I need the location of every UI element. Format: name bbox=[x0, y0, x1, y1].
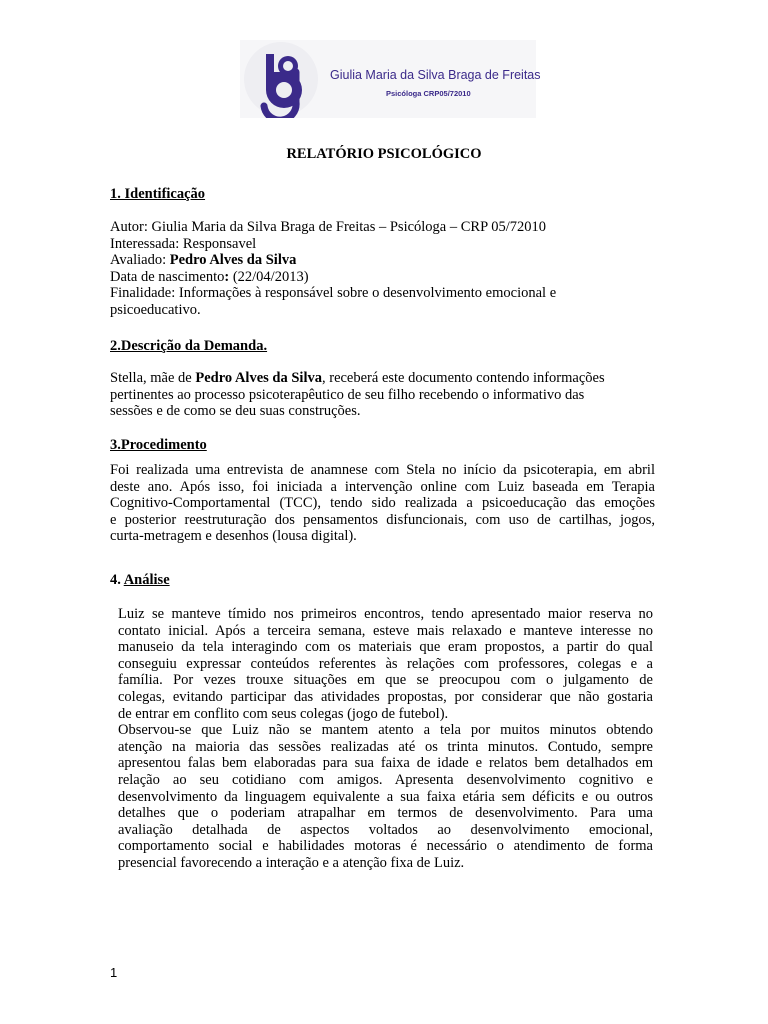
procedure-line: e posterior reestruturação dos pensamentos disfuncionais, com uso de cartilhas, jogos, bbox=[110, 511, 655, 528]
evaluated-line bbox=[110, 252, 556, 269]
procedure-line: deste ano. Após isso, foi iniciada a intervenção online com Luiz baseada em Terapia bbox=[110, 478, 655, 495]
purpose-line-cont: psicoeducativo. bbox=[110, 301, 201, 318]
analysis-line: Luiz se manteve tímido nos primeiros encontros, tendo apresentado maior reserva no bbox=[118, 606, 653, 622]
purpose-line: Finalidade: Informações à responsável sobre o desenvolvimento emocional e bbox=[110, 285, 557, 302]
procedure-paragraph bbox=[110, 462, 655, 545]
analysis-line: detalhes que o poderiam atrapalhar em termos de desenvolvimento. Para uma bbox=[118, 805, 653, 822]
identification-block bbox=[110, 219, 556, 319]
demand-block bbox=[110, 370, 605, 420]
letterhead-logo bbox=[240, 40, 541, 118]
procedure-line: Foi realizada uma entrevista de anamnese com Stela no início da psicoterapia, em abril bbox=[110, 462, 655, 478]
analysis-line: atenção na maioria das sessões realizadas até os trinta minutos. Contudo, sempre bbox=[118, 738, 653, 755]
analysis-line: relação ao seu cotidiano com amigos. Apresenta desenvolvimento cognitivo e bbox=[118, 771, 653, 788]
birthdate-line bbox=[110, 269, 556, 286]
logo-monogram-icon bbox=[252, 44, 318, 118]
procedure-line: curta-metragem e desenhos (lousa digital). bbox=[110, 528, 357, 545]
analysis-line: contato inicial. Após a terceira semana, esteve mais relaxado e manteve interesse no bbox=[118, 622, 653, 639]
demand-line: pertinentes ao processo psicoterapêutico de seu filho recebendo o informativo das bbox=[110, 386, 585, 403]
analysis-line: desenvolvimento da linguagem equivalente a sua faixa etária sem déficits e ou outros bbox=[118, 788, 653, 805]
demand-line bbox=[110, 370, 605, 387]
birthdate-colon: : bbox=[224, 268, 230, 285]
analysis-line: colegas, evitando participar das atividades propostas, por considerar que não gostaria bbox=[118, 688, 653, 705]
analysis-line: manuseio da tela interagindo com os materiais que eram propostos, a partir do qual bbox=[118, 639, 653, 656]
analysis-line: apresentou falas bem elaboradas para sua faixa de idade e relatos bem detalhados em bbox=[118, 755, 653, 772]
analysis-line: de entrar em conflito com seus colegas (jogo de futebol). bbox=[118, 705, 449, 722]
analysis-line: Observou-se que Luiz não se mantem atento a tela por muitos minutos obtendo bbox=[118, 722, 653, 739]
section-heading-analise bbox=[110, 572, 170, 589]
author-line: Autor: Giulia Maria da Silva Braga de Freitas – Psicóloga – CRP 05/72010 bbox=[110, 219, 547, 235]
interested-line: Interessada: Responsavel bbox=[110, 235, 257, 252]
evaluated-label: Avaliado: bbox=[110, 252, 170, 269]
evaluated-name: Pedro Alves da Silva bbox=[169, 252, 297, 269]
analysis-line: conseguiu expressar conteúdos referentes às relações com professores, colegas e a bbox=[118, 655, 653, 672]
section-heading-demanda: 2.Descrição da Demanda. bbox=[110, 338, 268, 354]
page-number: 1 bbox=[110, 965, 118, 980]
section-heading-identificacao: 1. Identificação bbox=[110, 186, 206, 202]
section-heading-procedimento: 3.Procedimento bbox=[110, 437, 207, 453]
document-title: RELATÓRIO PSICOLÓGICO bbox=[286, 146, 482, 162]
analysis-line: avaliação detalhada de aspectos voltados ao desenvolvimento emocional, bbox=[118, 821, 653, 838]
logo-name: Giulia Maria da Silva Braga de Freitas bbox=[330, 68, 541, 82]
demand-text-post: , receberá este documento contendo informações bbox=[321, 370, 605, 386]
demand-patient-name: Pedro Alves da Silva bbox=[195, 370, 322, 386]
demand-line: sessões e de como se deu suas construções. bbox=[110, 403, 361, 420]
logo-subtitle: Psicóloga CRP05/72010 bbox=[386, 89, 471, 98]
birthdate-value: (22/04/2013) bbox=[229, 268, 309, 285]
analise-heading-text: Análise bbox=[123, 572, 170, 588]
analise-heading-number: 4. bbox=[110, 572, 124, 588]
analysis-line: comportamento social e habilidades motoras é necessário o atendimento de forma bbox=[118, 838, 653, 855]
analysis-paragraphs bbox=[118, 606, 653, 872]
procedure-line: Cognitivo-Comportamental (TCC), tendo sido realizada a psicoeducação das emoções bbox=[110, 495, 655, 512]
demand-text-pre: Stella, mãe de bbox=[110, 370, 196, 386]
analysis-line: presencial favorecendo a interação e a atenção fixa de Luiz. bbox=[118, 854, 465, 871]
analysis-line: família. Por vezes trouxe situações em que se preocupou com o julgamento de bbox=[118, 672, 653, 689]
birthdate-label: Data de nascimento bbox=[110, 268, 225, 285]
